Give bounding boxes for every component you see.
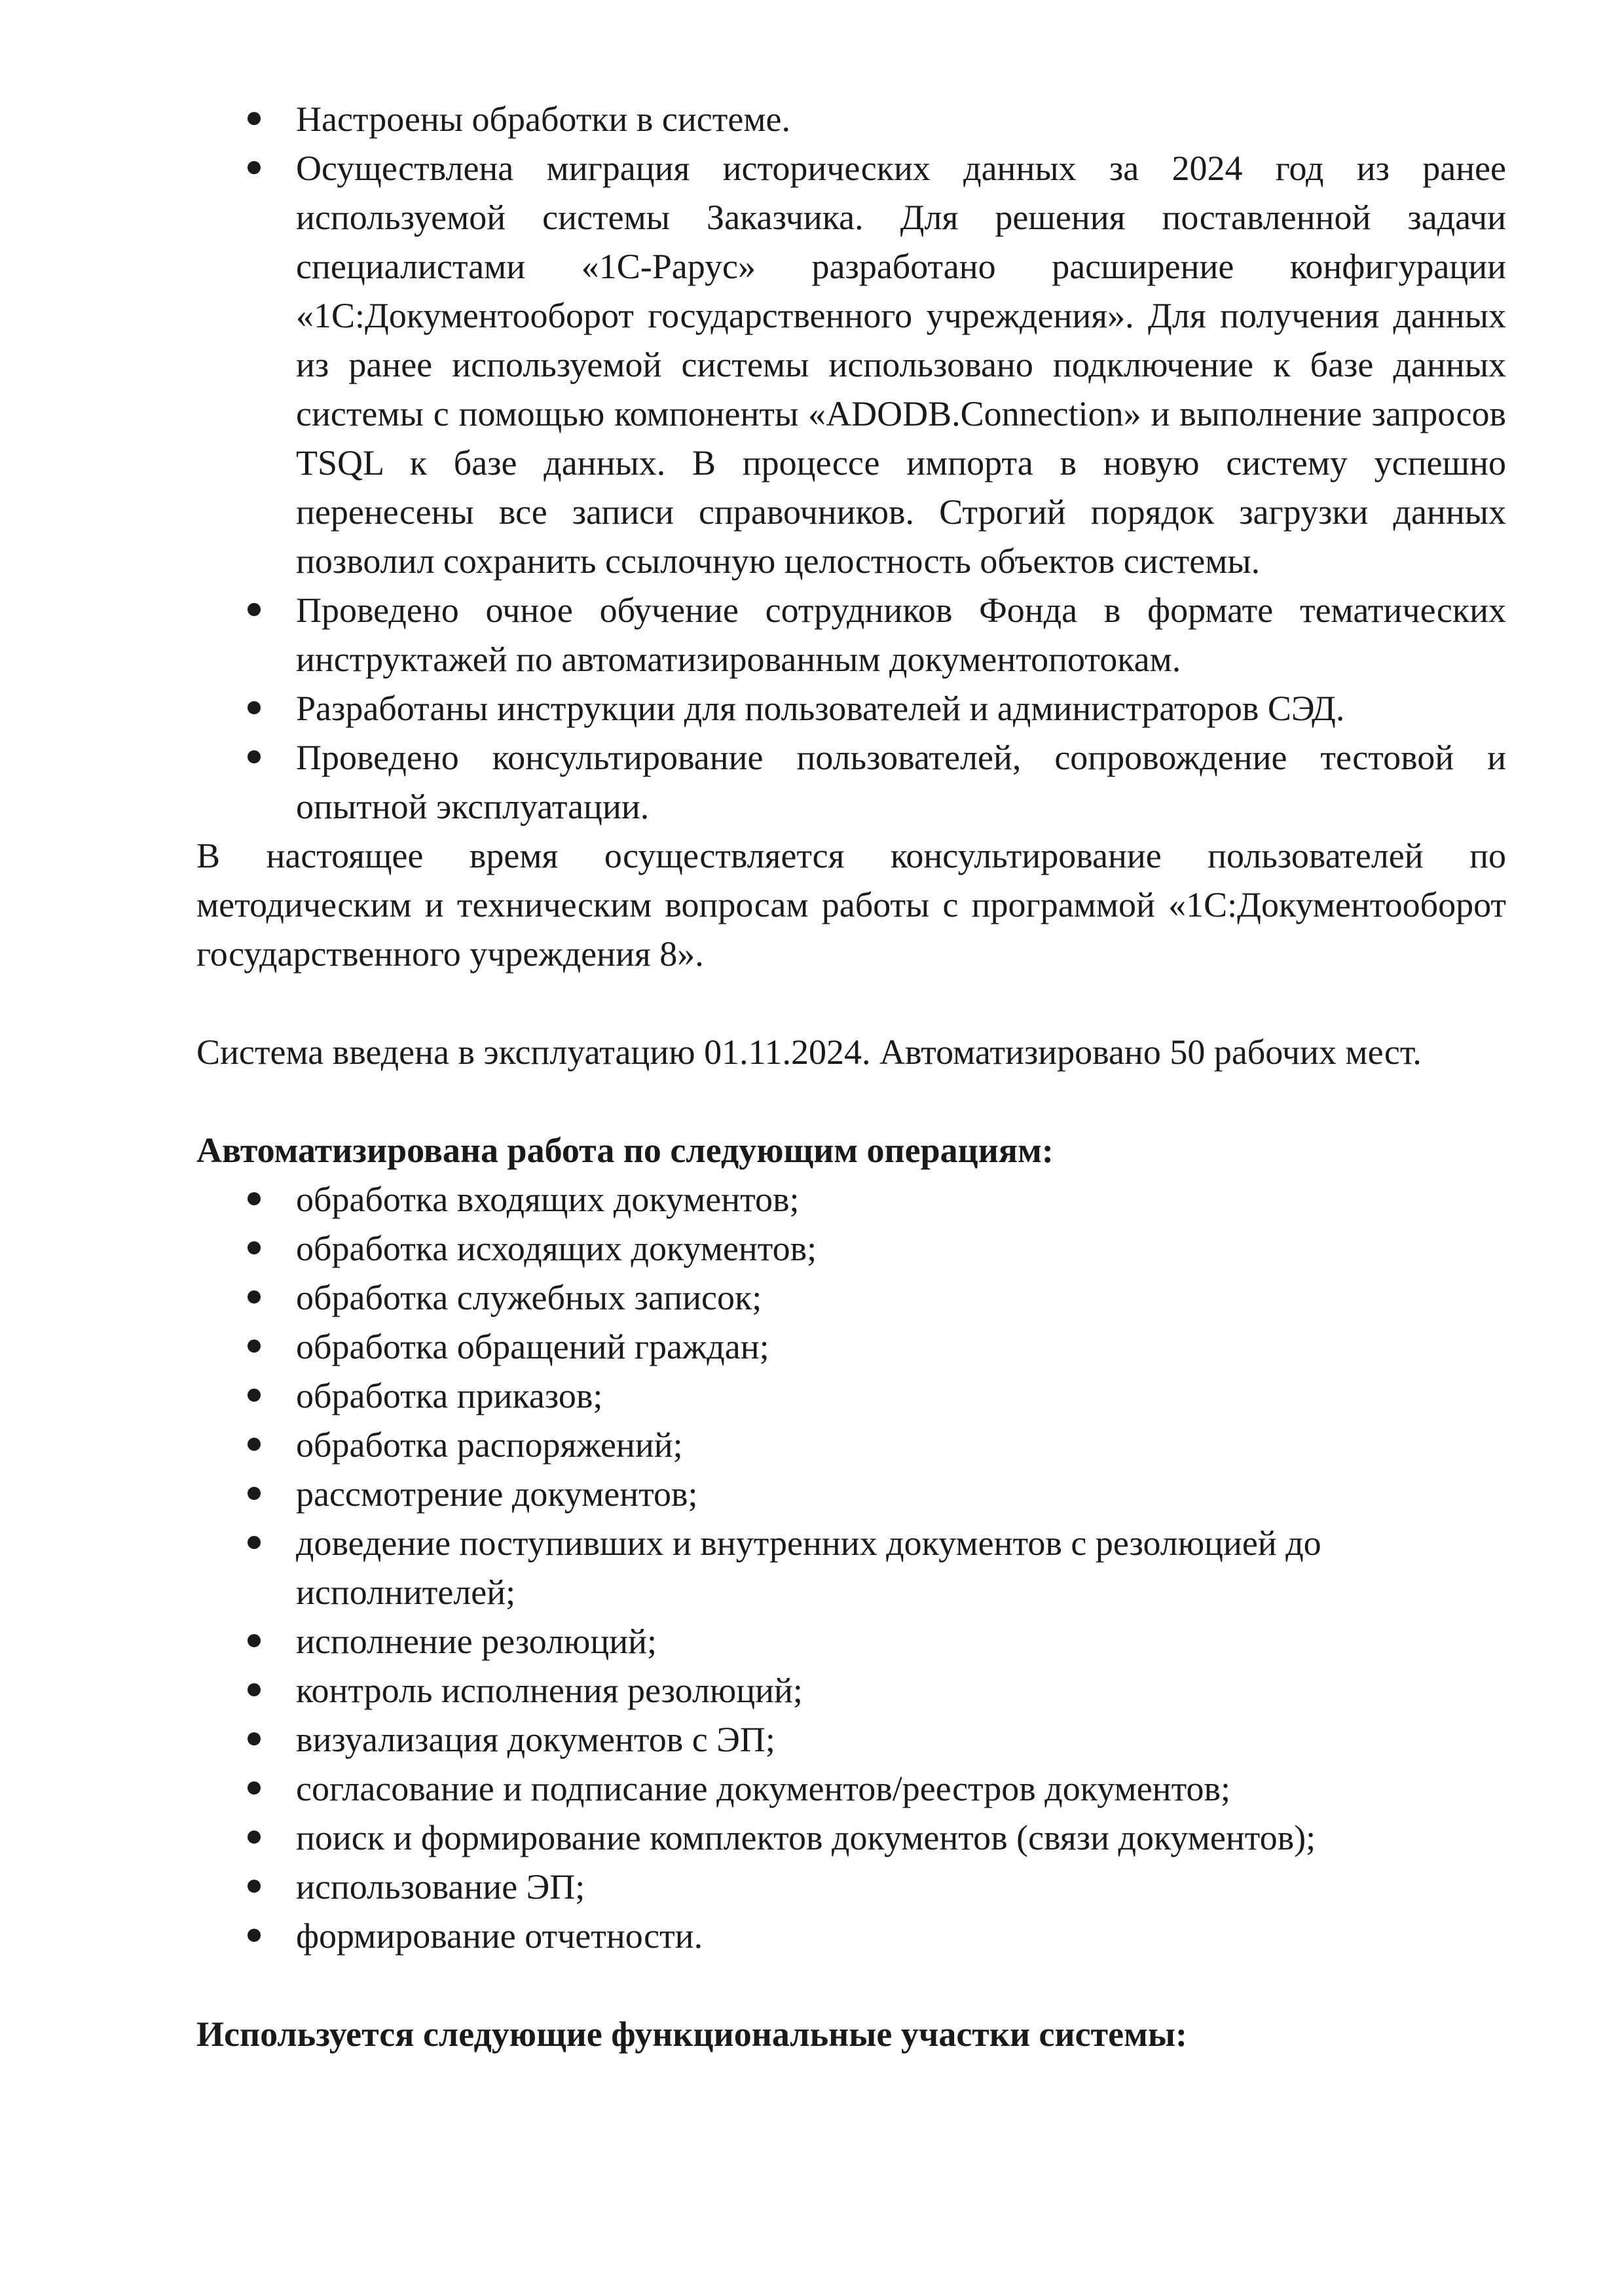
list-item: обработка исходящих документов;	[196, 1224, 1506, 1273]
bullet-icon	[248, 1438, 261, 1451]
functional-areas-heading: Используется следующие функциональные участки системы:	[196, 2014, 1188, 2054]
bullet-icon	[248, 1536, 261, 1549]
list-item: исполнение резолюций;	[196, 1617, 1506, 1666]
list-item: формирование отчетности.	[196, 1912, 1506, 1961]
operations-heading: Автоматизирована работа по следующим операциям:	[196, 1131, 1054, 1170]
list-item: доведение поступивших и внутренних документов с резолюцией до исполнителей;	[196, 1519, 1506, 1617]
bullet-icon	[248, 1634, 261, 1647]
bullet-icon	[248, 701, 261, 714]
list-item: Проведено консультирование пользователей, сопровождение тестовой и опытной эксплуатации.	[196, 733, 1506, 831]
bullet-icon	[248, 161, 261, 174]
list-item: Проведено очное обучение сотрудников Фонда в формате тематических инструктажей по автоматизированным документопотокам.	[196, 586, 1506, 684]
bullet-icon	[248, 1487, 261, 1500]
spacer	[196, 979, 1506, 1028]
list-item: обработка обращений граждан;	[196, 1322, 1506, 1372]
bullet-icon	[248, 1781, 261, 1795]
consulting-paragraph: В настоящее время осуществляется консультирование пользователей по методическим и техническим вопросам работы с программой «1С:Документооборот государственного учреждения 8».	[196, 836, 1506, 974]
bullet-icon	[248, 603, 261, 616]
bullet-icon	[248, 1241, 261, 1254]
work-results-list	[196, 95, 1506, 831]
bullet-icon	[248, 1929, 261, 1942]
list-item: обработка входящих документов;	[196, 1175, 1506, 1224]
list-item: Осуществлена миграция исторических данных за 2024 год из ранее используемой системы Заказчика. Для решения поставленной задачи специалистами «1С-Рарус» разработано расширение конфигурации «1С:Документооборот государственного учреждения». Для получения данных из ранее используемой системы использовано подключение к базе данных системы с помощью компоненты «ADODB.Connection» и выполнение запросов TSQL к базе данных. В процессе импорта в новую систему успешно перенесены все записи справочников. Строгий порядок загрузки данных позволил сохранить ссылочную целостность объектов системы.	[196, 144, 1506, 586]
bullet-icon	[248, 112, 261, 125]
bullet-icon	[248, 1683, 261, 1696]
list-item: обработка распоряжений;	[196, 1421, 1506, 1470]
list-item: поиск и формирование комплектов документов (связи документов);	[196, 1813, 1506, 1863]
list-item: обработка приказов;	[196, 1372, 1506, 1421]
bullet-icon	[248, 1831, 261, 1844]
list-item: рассмотрение документов;	[196, 1470, 1506, 1519]
list-item: обработка служебных записок;	[196, 1273, 1506, 1322]
bullet-icon	[248, 1192, 261, 1205]
bullet-icon	[248, 1389, 261, 1402]
list-item: Разработаны инструкции для пользователей и администраторов СЭД.	[196, 684, 1506, 733]
bullet-icon	[248, 750, 261, 763]
bullet-icon	[248, 1339, 261, 1353]
bullet-icon	[248, 1732, 261, 1745]
list-item: использование ЭП;	[196, 1863, 1506, 1912]
bullet-icon	[248, 1290, 261, 1303]
list-item: визуализация документов с ЭП;	[196, 1715, 1506, 1764]
bullet-icon	[248, 1880, 261, 1893]
operations-list	[196, 1175, 1506, 1961]
list-item: Настроены обработки в системе.	[196, 95, 1506, 144]
spacer	[196, 1077, 1506, 1126]
list-item: согласование и подписание документов/реестров документов;	[196, 1764, 1506, 1813]
launch-paragraph: Система введена в эксплуатацию 01.11.2024. Автоматизировано 50 рабочих мест.	[196, 1032, 1422, 1072]
list-item: контроль исполнения резолюций;	[196, 1666, 1506, 1715]
document-body	[196, 95, 1506, 2059]
spacer	[196, 1961, 1506, 2010]
